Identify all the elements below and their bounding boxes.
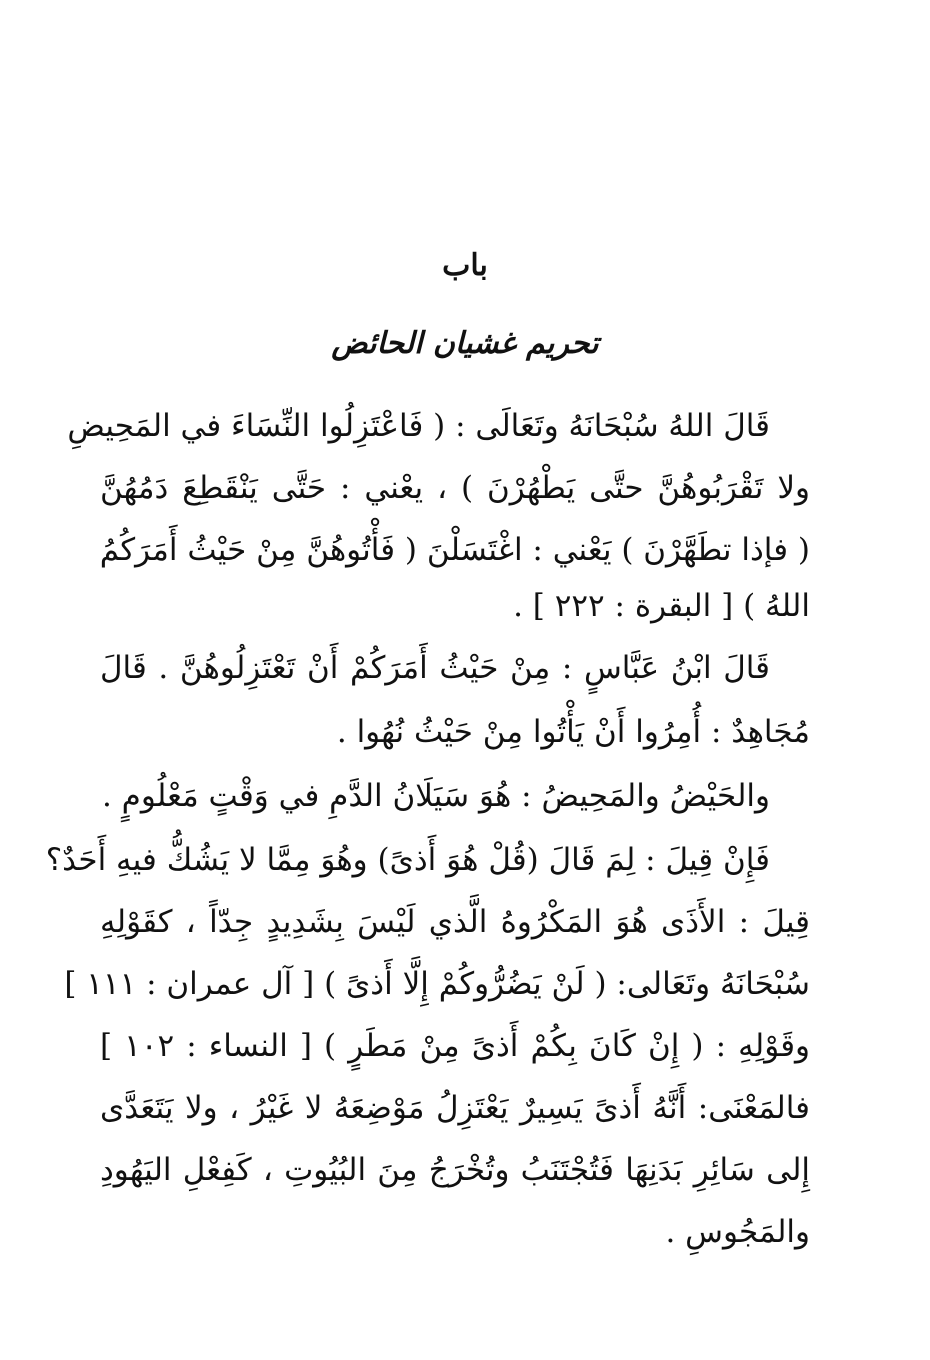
text-line: قَالَ اللهُ سُبْحَانَهُ وتَعَالَى : ( فَاعْتَزِلُوا النِّسَاءَ في المَحِيضِ	[67, 408, 770, 444]
text-line: إِلى سَائِرِ بَدَنِهَا فَتُجْتَنَبُ وتُخْرَجُ مِنَ البُيُوتِ ، كَفِعْلِ اليَهُودِ	[100, 1152, 810, 1188]
text-line: فَإِنْ قِيلَ : لِمَ قَالَ (قُلْ هُوَ أَذىً) وهُوَ مِمَّا لا يَشُكُّ فيهِ أَحَدٌ؟	[45, 842, 770, 878]
text-line: قِيلَ : الأَذَى هُوَ المَكْرُوهُ الَّذي لَيْسَ بِشَدِيدٍ جِدّاً ، كقَوْلِهِ	[100, 904, 810, 940]
text-line: والمَجُوسِ .	[665, 1214, 810, 1250]
text-line: والحَيْضُ والمَحِيضُ : هُوَ سَيَلَانُ الدَّمِ في وَقْتٍ مَعْلُومٍ .	[101, 778, 770, 814]
text-line: سُبْحَانَهُ وتَعَالى: ( لَنْ يَضُرُّوكُمْ إِلَّا أَذىً ) [ آل عمران : ١١١ ]	[64, 966, 810, 1002]
text-line: اللهُ ) [ البقرة : ٢٢٢ ] .	[513, 588, 810, 624]
text-line: ولا تَقْرَبُوهُنَّ حتَّى يَطْهُرْنَ ) ، يعْني : حَتَّى يَنْقَطِعَ دَمُهُنَّ	[100, 470, 810, 506]
text-line: ( فإذا تطَهَّرْنَ ) يَعْني : اغْتَسَلْنَ ( فَأْتُوهُنَّ مِنْ حَيْثُ أَمَرَكُمُ	[99, 532, 810, 568]
text-line: مُجَاهِدٌ : أُمِرُوا أَنْ يَأْتُوا مِنْ حَيْثُ نُهُوا .	[336, 714, 810, 750]
chapter-title: تحريم غشيان الحائض	[331, 326, 599, 361]
text-line: وقَوْلِهِ : ( إِنْ كَانَ بِكُمْ أَذىً مِنْ مَطَرٍ ) [ النساء : ١٠٢ ]	[100, 1028, 810, 1064]
text-line: فالمَعْنَى: أَنَّهُ أَذىً يَسِيرٌ يَعْتَزِلُ مَوْضِعَهُ لا غَيْرُ ، ولا يَتَعَدَّى	[100, 1090, 810, 1126]
chapter-label: باب	[442, 248, 488, 283]
text-line: قَالَ ابْنُ عَبَّاسٍ : مِنْ حَيْثُ أَمَرَكُمْ أَنْ تَعْتَزِلُوهُنَّ . قَالَ	[100, 650, 770, 686]
